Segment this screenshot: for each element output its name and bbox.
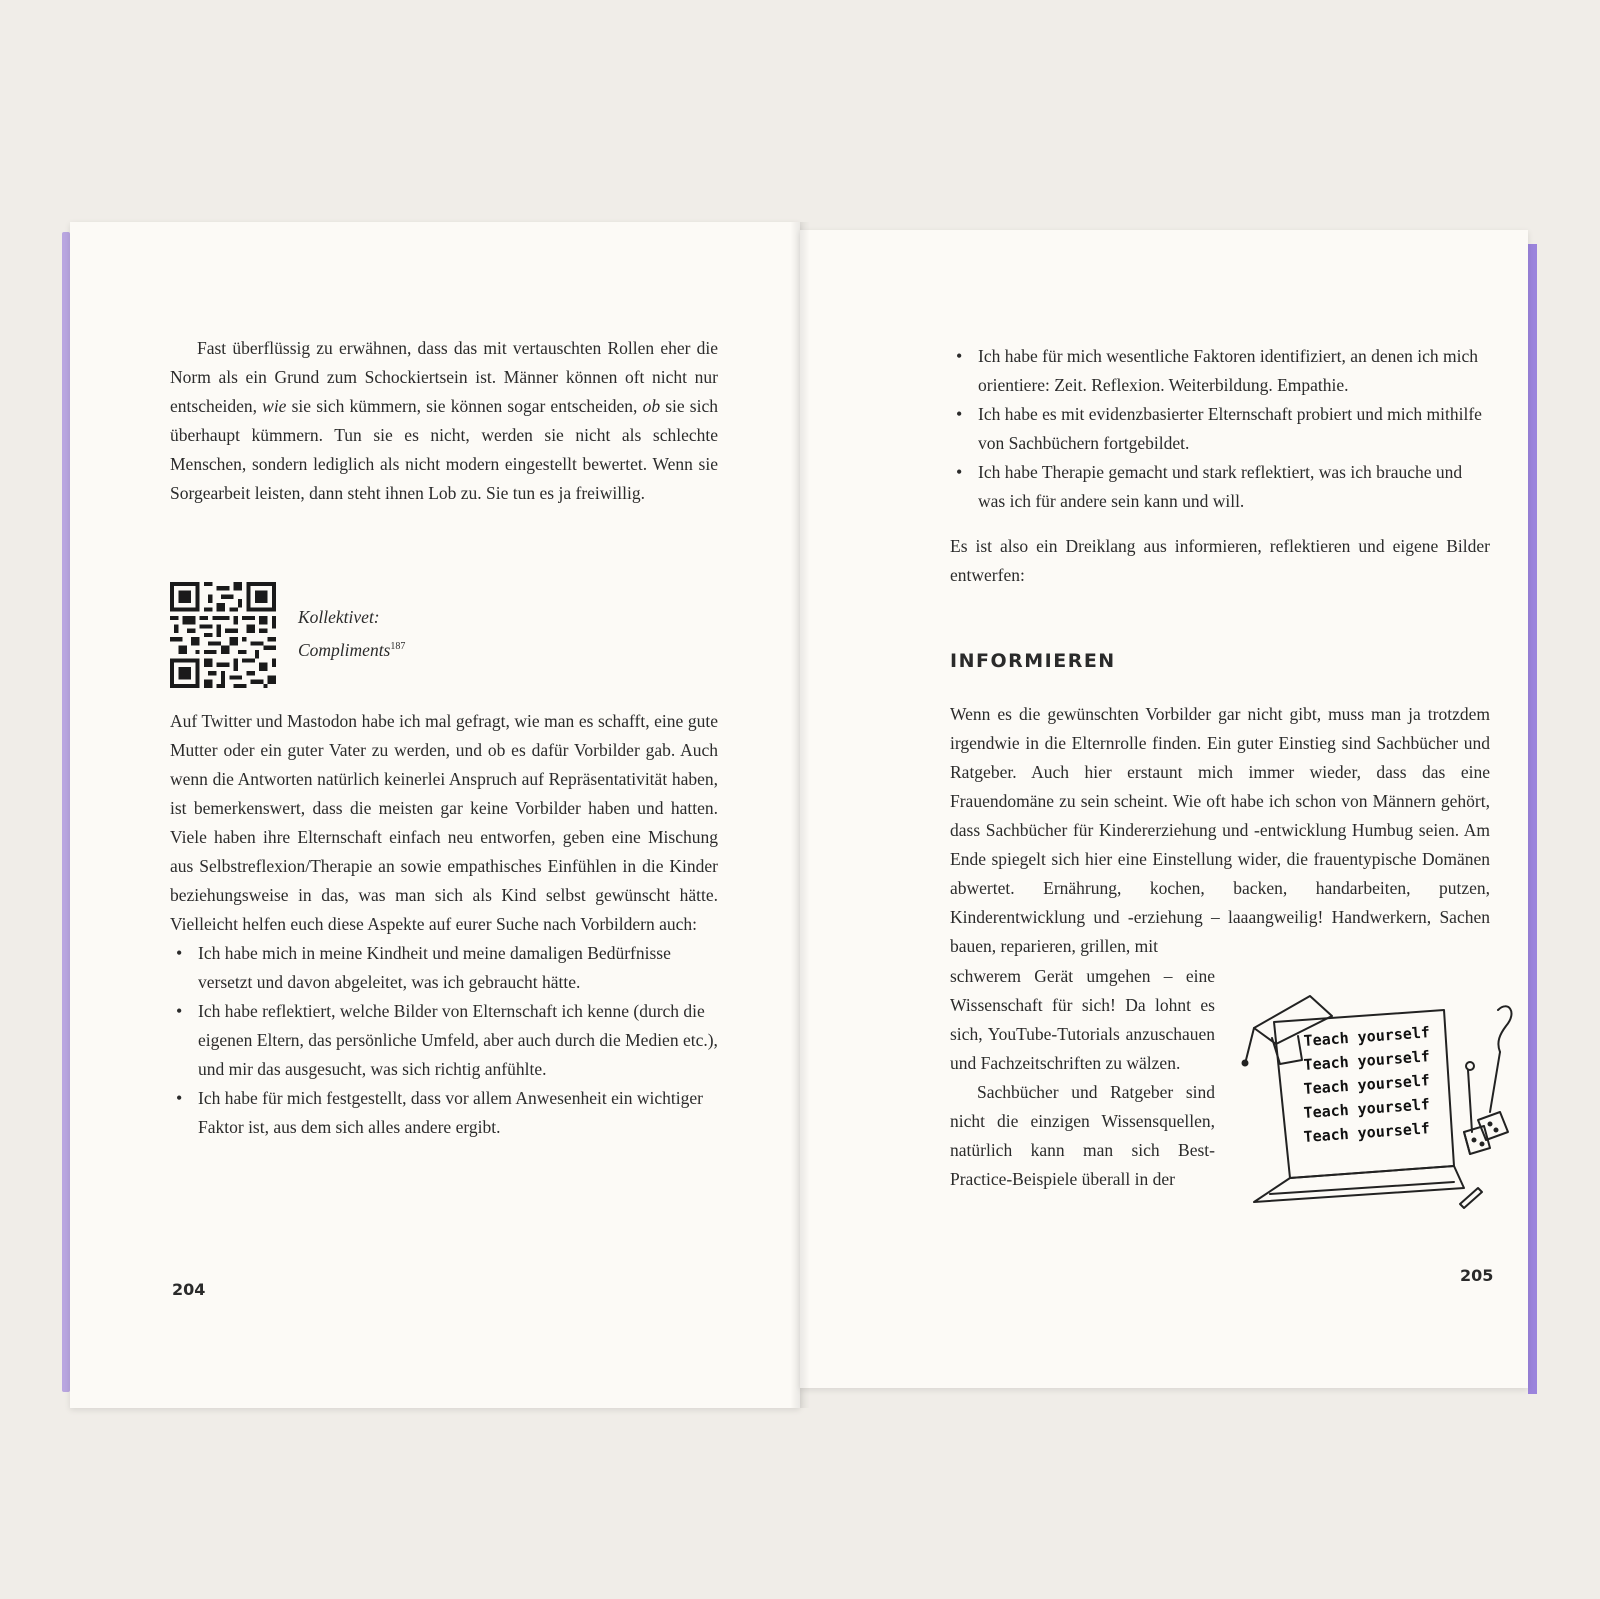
emphasis-wie: wie <box>262 396 287 416</box>
open-book <box>62 222 1537 1408</box>
right-bullet-block <box>950 342 1490 516</box>
emphasis-ob: ob <box>642 396 661 416</box>
list-item: • Ich habe für mich wesentliche Faktoren identifiziert, an denen ich mich orientiere: Zeit. Reflexion. Weiterbildung. Empathie. <box>950 342 1490 400</box>
page-number-right: 205 <box>1460 1266 1494 1285</box>
qr-code-icon[interactable] <box>170 582 276 688</box>
illustration-text-line: Teach yourself <box>1303 1071 1431 1098</box>
right-paragraph-2-wrap: schwerem Gerät umgehen – eine Wissenschaft für sich! Da lohnt es sich, YouTube-Tutorials anzuschauen und Fachzeitschriften zu wälzen. Sachbücher und Ratgeber sind nicht die einzigen Wissensquellen, natürlich kann man sich Best-Practice-Beispiele überall in der <box>950 966 1215 1189</box>
qr-caption <box>298 602 405 665</box>
left-bullet-list <box>170 939 718 1142</box>
list-item: • Ich habe für mich festgestellt, dass vor allem Anwesenheit ein wichtiger Faktor ist, aus dem sich alles andere ergibt. <box>170 1084 718 1142</box>
illustration-text-line: Teach yourself <box>1303 1047 1431 1074</box>
page-left <box>70 222 800 1408</box>
list-item: • Ich habe es mit evidenzbasierter Elternschaft probiert und mich mithilfe von Sachbüchern fortgebildet. <box>950 400 1490 458</box>
book-gutter <box>790 222 810 1408</box>
illustration-text-line: Teach yourself <box>1303 1023 1431 1050</box>
qr-caption-line-1: Kollektivet: <box>298 607 380 627</box>
right-bullet-list <box>950 342 1490 516</box>
qr-code-block <box>170 582 570 692</box>
list-item: • Ich habe Therapie gemacht und stark reflektiert, was ich brauche und was ich für andere sein kann und will. <box>950 458 1490 516</box>
book-edge-left <box>62 232 70 1392</box>
right-paragraph-2: Wenn es die gewünschten Vorbilder gar nicht gibt, muss man ja trotzdem irgendwie in die Elternrolle finden. Ein guter Einstieg sind Sachbücher und Ratgeber. Auch hier erstaunt mich immer wieder, dass das eine Frauendomäne zu sein scheint. Wie oft habe ich schon von Männern gehört, dass Sachbücher für Kindererziehung und -entwicklung Humbug seien. Am Ende spiegelt sich hier eine Einstellung wider, die frauentypische Domänen abwertet. Ernährung, kochen, backen, handarbeiten, putzen, Kinderentwicklung und -erziehung – laaangweilig! Handwerkern, Sachen bauen, reparieren, grillen, mit <box>950 704 1490 956</box>
list-item: • Ich habe reflektiert, welche Bilder von Elternschaft ich kenne (durch die eigenen Eltern, das persönliche Umfeld, aber auch durch die Medien etc.), und mir das ausgesucht, was sich richtig anfühlte. <box>170 997 718 1084</box>
page-number-left: 204 <box>172 1280 206 1299</box>
left-paragraph-1: Fast überflüssig zu erwähnen, dass das mit vertauschten Rollen eher die Norm als ein Grund zum Schockiertsein ist. Männer können oft nicht nur entscheiden, wie sie sich kümmern, sie können sogar entscheiden, ob sie sich überhaupt kümmern. Tun sie es nicht, werden sie nicht als schlechte Menschen, sondern lediglich als nicht modern eingestellt bewertet. Wenn sie Sorgearbeit leisten, dann steht ihnen Lob zu. Sie tun es ja freiwillig. <box>170 338 718 503</box>
teach-yourself-laptop-illustration <box>1232 982 1532 1222</box>
footnote-marker[interactable]: 187 <box>390 641 406 652</box>
list-item: • Ich habe mich in meine Kindheit und meine damaligen Bedürfnisse versetzt und davon abgeleitet, was ich gebraucht hätte. <box>170 939 718 997</box>
left-paragraph-2: Auf Twitter und Mastodon habe ich mal gefragt, wie man es schafft, eine gute Mutter oder ein guter Vater zu werden, und ob es dafür Vorbilder gab. Auch wenn die Antworten natürlich keinerlei Anspruch auf Repräsentativität haben, ist bemerkenswert, dass die meisten gar keine Vorbilder haben und hatten. Viele haben ihre Elternschaft einfach neu entworfen, geben eine Mischung aus Selbstreflexion/Therapie an sowie empathisches Einfühlen in die Kinder beziehungsweise in das, was man sich als Kind selbst gewünscht hätte. Vielleicht helfen euch diese Aspekte auf eurer Suche nach Vorbildern auch: • Ich habe mich in meine Kindheit und meine damaligen Bedürfnisse versetzt und davon abgeleitet, was ich gebraucht hätte. • Ich habe reflektiert, welche Bilder von Elternschaft ich kenne (durch die eigenen Eltern, das persönliche Umfeld, aber auch durch die Medien etc.), und mir das ausgesucht, was sich richtig anfühlte. • Ich habe für mich festgestellt, dass vor allem Anwesenheit ein wichtiger Faktor ist, aus dem sich alles andere ergibt. <box>170 707 718 1142</box>
right-paragraph-1: Es ist also ein Dreiklang aus informieren, reflektieren und eigene Bilder entwerfen: <box>950 536 1490 585</box>
page-right <box>800 230 1528 1388</box>
illustration-text-line: Teach yourself <box>1303 1119 1431 1146</box>
qr-caption-line-2: Compliments <box>298 639 391 660</box>
section-heading: INFORMIEREN <box>950 650 1116 672</box>
illustration-text-line: Teach yourself <box>1303 1095 1431 1122</box>
